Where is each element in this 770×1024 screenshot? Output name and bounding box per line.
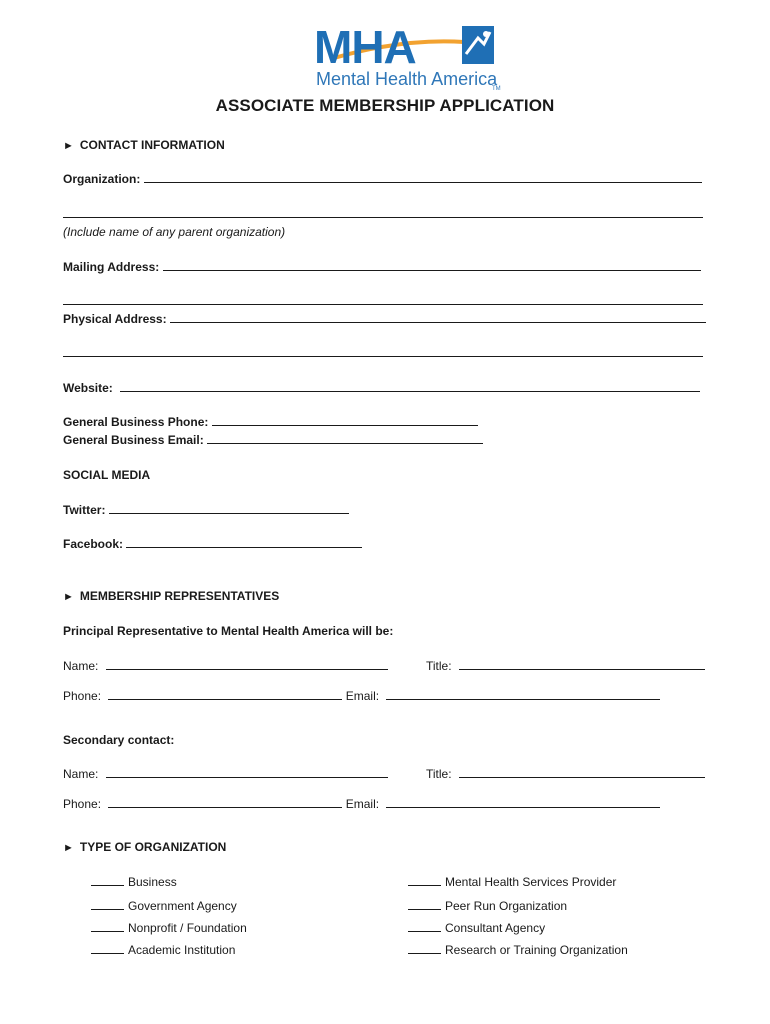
- page-title: ASSOCIATE MEMBERSHIP APPLICATION: [215, 96, 555, 115]
- principal-name-label: Name:: [63, 659, 99, 673]
- secondary-email-label: Email:: [345, 797, 380, 811]
- arrow-right-icon: ►: [63, 842, 74, 854]
- parent-organization-note: (Include name of any parent organization): [63, 225, 286, 239]
- business-email-row: [63, 432, 483, 448]
- organization-row-2: [63, 206, 703, 222]
- principal-title-field[interactable]: [459, 658, 705, 670]
- academic-checkbox-field[interactable]: [91, 942, 124, 954]
- secondary-contact-label: Secondary contact:: [63, 733, 175, 747]
- twitter-field[interactable]: [109, 502, 349, 514]
- business-email-field[interactable]: [207, 432, 483, 444]
- peer-label: Peer Run Organization: [445, 899, 568, 913]
- peer-checkbox-field[interactable]: [408, 898, 441, 910]
- business-email-label: General Business Email:: [63, 433, 204, 447]
- secondary-email-field[interactable]: [386, 796, 660, 808]
- physical-address-row: [63, 311, 706, 327]
- business-phone-row: [63, 414, 478, 430]
- secondary-name-field[interactable]: [106, 766, 388, 778]
- organization-field-line2[interactable]: [63, 206, 703, 218]
- consultant-label: Consultant Agency: [445, 921, 546, 935]
- business-phone-field[interactable]: [212, 414, 478, 426]
- org-type-business: [91, 874, 177, 890]
- org-type-consultant: [408, 920, 545, 936]
- physical-address-field[interactable]: [170, 311, 706, 323]
- principal-title-label: Title:: [426, 659, 452, 673]
- mailing-address-field[interactable]: [163, 259, 701, 271]
- business-checkbox-field[interactable]: [91, 874, 124, 886]
- secondary-name-row: [63, 766, 388, 782]
- principal-title-row: [426, 658, 705, 674]
- secondary-phone-field[interactable]: [108, 796, 342, 808]
- nonprofit-checkbox-field[interactable]: [91, 920, 124, 932]
- facebook-label: Facebook:: [63, 537, 124, 551]
- website-label: Website:: [63, 381, 113, 395]
- section-org-type-heading: ► TYPE OF ORGANIZATION: [63, 840, 227, 854]
- org-type-mhsp: [408, 874, 616, 890]
- mailing-address-row: [63, 259, 701, 275]
- org-type-government: [91, 898, 237, 914]
- organization-field[interactable]: [144, 171, 702, 183]
- principal-email-field[interactable]: [386, 688, 660, 700]
- business-phone-label: General Business Phone:: [63, 415, 209, 429]
- government-checkbox-field[interactable]: [91, 898, 124, 910]
- twitter-label: Twitter:: [63, 503, 106, 517]
- section-contact-heading: ► CONTACT INFORMATION: [63, 138, 225, 152]
- secondary-title-field[interactable]: [459, 766, 705, 778]
- organization-row: [63, 171, 702, 187]
- physical-address-field-line2[interactable]: [63, 345, 703, 357]
- business-label: Business: [128, 875, 177, 889]
- principal-name-field[interactable]: [106, 658, 388, 670]
- research-checkbox-field[interactable]: [408, 942, 441, 954]
- logo-tm: TM: [492, 86, 501, 92]
- research-label: Research or Training Organization: [445, 943, 628, 957]
- secondary-title-label: Title:: [426, 767, 452, 781]
- arrow-right-icon: ►: [63, 140, 74, 152]
- mailing-address-label: Mailing Address:: [63, 260, 160, 274]
- secondary-phone-email-row: [63, 796, 660, 812]
- consultant-checkbox-field[interactable]: [408, 920, 441, 932]
- principal-phone-field[interactable]: [108, 688, 342, 700]
- government-label: Government Agency: [128, 899, 237, 913]
- secondary-title-row: [426, 766, 705, 782]
- mailing-address-field-line2[interactable]: [63, 293, 703, 305]
- org-type-academic: [91, 942, 235, 958]
- principal-email-label: Email:: [345, 689, 380, 703]
- mha-logo: [314, 21, 501, 92]
- principal-phone-label: Phone:: [63, 689, 102, 703]
- nonprofit-label: Nonprofit / Foundation: [128, 921, 247, 935]
- logo-letters: MHA: [314, 21, 416, 73]
- secondary-phone-label: Phone:: [63, 797, 102, 811]
- secondary-name-label: Name:: [63, 767, 99, 781]
- mhsp-label: Mental Health Services Provider: [445, 875, 617, 889]
- physical-address-row-2: [63, 345, 703, 361]
- facebook-field[interactable]: [126, 536, 362, 548]
- mailing-address-row-2: [63, 293, 703, 309]
- logo-tagline: Mental Health America: [316, 69, 498, 89]
- principal-phone-email-row: [63, 688, 660, 704]
- academic-label: Academic Institution: [128, 943, 236, 957]
- arrow-right-icon: ►: [63, 591, 74, 603]
- principal-name-row: [63, 658, 388, 674]
- organization-label: Organization:: [63, 172, 141, 186]
- website-field[interactable]: [120, 380, 700, 392]
- section-representatives-heading: ► MEMBERSHIP REPRESENTATIVES: [63, 589, 280, 603]
- social-media-heading: SOCIAL MEDIA: [63, 468, 151, 482]
- physical-address-label: Physical Address:: [63, 312, 167, 326]
- principal-representative-label: Principal Representative to Mental Health America will be:: [63, 624, 394, 638]
- twitter-row: [63, 502, 349, 518]
- org-type-nonprofit: [91, 920, 247, 936]
- org-type-research: [408, 942, 628, 958]
- facebook-row: [63, 536, 362, 552]
- org-type-peer: [408, 898, 567, 914]
- mhsp-checkbox-field[interactable]: [408, 874, 441, 886]
- website-row: [63, 380, 700, 396]
